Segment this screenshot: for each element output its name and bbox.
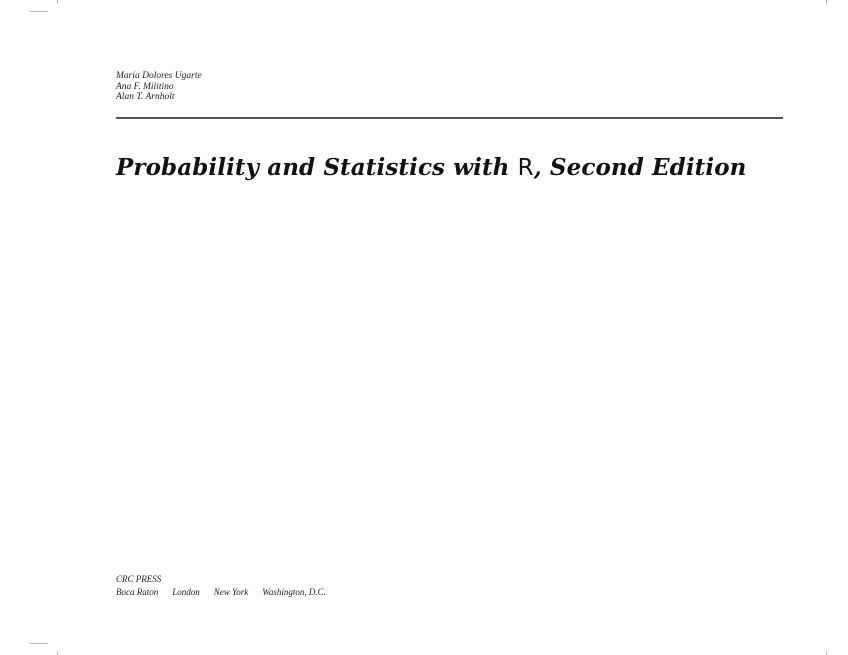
horizontal-rule bbox=[116, 117, 783, 119]
city: New York bbox=[213, 587, 249, 597]
title-r-letter: R bbox=[517, 155, 534, 181]
book-title bbox=[116, 153, 747, 183]
title-text-end: , Second Edition bbox=[533, 154, 747, 181]
crop-mark bbox=[57, 0, 58, 4]
author-name: Alan T. Arnholt bbox=[116, 92, 175, 102]
author-list bbox=[116, 71, 202, 103]
publisher-name: CRC PRESS bbox=[116, 574, 162, 584]
city: Boca Raton bbox=[116, 587, 159, 597]
crop-mark bbox=[30, 643, 48, 644]
city: London bbox=[172, 587, 200, 597]
crop-mark bbox=[826, 651, 827, 655]
crop-mark bbox=[30, 11, 48, 12]
title-text-start: Probability and Statistics with bbox=[116, 154, 518, 181]
city: Washington, D.C. bbox=[262, 587, 326, 597]
author-name: Ana F. Militino bbox=[116, 81, 174, 92]
publisher-cities bbox=[116, 586, 326, 599]
publisher-block bbox=[116, 573, 326, 599]
author-name: María Dolores Ugarte bbox=[116, 71, 202, 81]
crop-mark bbox=[57, 651, 58, 655]
crop-mark bbox=[826, 0, 827, 4]
